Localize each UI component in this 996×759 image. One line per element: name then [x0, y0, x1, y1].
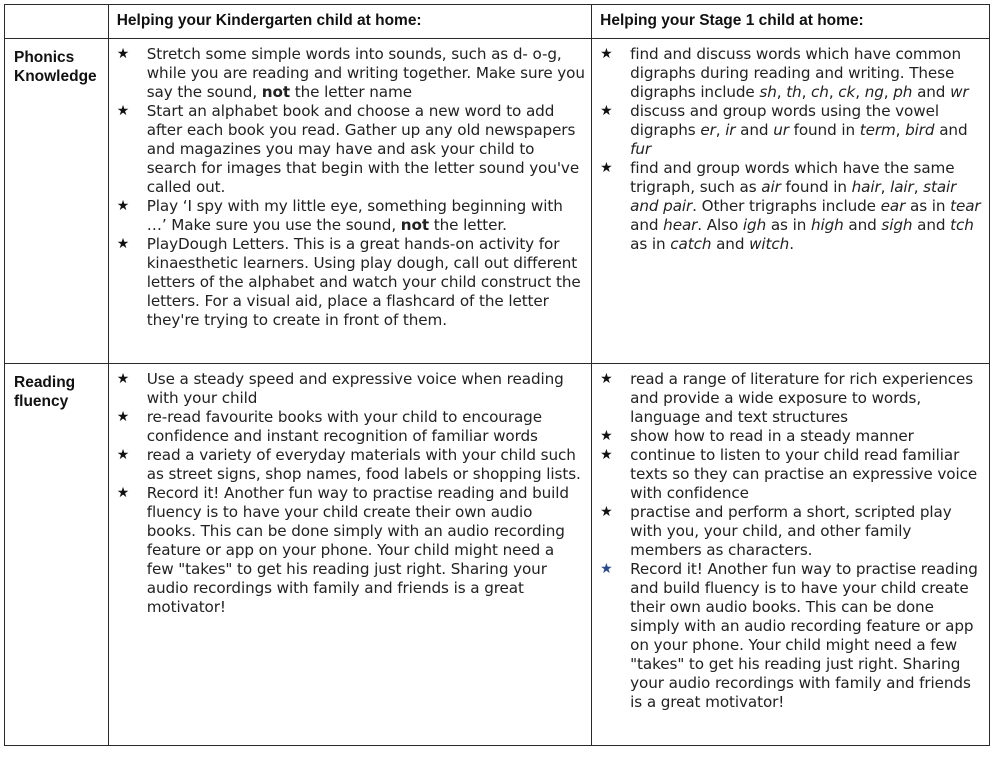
emphasis-text: ch	[811, 83, 829, 101]
row-title-line: fluency	[14, 393, 69, 410]
text-run: .	[789, 235, 794, 253]
star-icon: ★	[600, 428, 613, 444]
emphasis-text: catch	[670, 235, 712, 253]
star-icon: ★	[600, 561, 613, 577]
bullet-text: Record it! Another fun way to practise reading and build fluency is to have your child create their own audio books. This can be done simply with an audio recording feature or app on your phone. Your child might need a few "takes" to get his reading just right. Sharing your audio recordings with family and friends is a great motivator!	[146, 484, 569, 616]
text-run: the letter name	[290, 83, 412, 101]
emphasis-text: fur	[630, 140, 652, 158]
header-row	[5, 5, 990, 39]
emphasis-text: stair and pair	[630, 178, 957, 215]
bullet-item	[600, 503, 983, 560]
row-title-line: Phonics	[14, 49, 75, 66]
star-icon: ★	[600, 447, 613, 463]
bullet-text: practise and perform a short, scripted play with you, your child, and other family members as characters.	[630, 503, 952, 559]
text-run: ,	[776, 83, 787, 101]
text-run: as in	[905, 197, 951, 215]
text-run: ,	[855, 83, 865, 101]
emphasis-text: ng	[864, 83, 884, 101]
emphasis-text: ur	[773, 121, 789, 139]
text-run: and	[630, 216, 664, 234]
emphasis-text: bird	[905, 121, 935, 139]
bold-text: not	[400, 216, 429, 234]
emphasis-text: term	[859, 121, 896, 139]
bullet-item	[117, 446, 585, 484]
text-run: ,	[880, 178, 891, 196]
bullet-item	[600, 102, 983, 159]
star-icon: ★	[116, 485, 130, 501]
text-run: . Also	[697, 216, 743, 234]
text-run: found in	[788, 121, 860, 139]
bullet-item	[600, 370, 983, 427]
emphasis-text: igh	[742, 216, 767, 234]
bullet-item	[117, 102, 585, 197]
emphasis-text: high	[810, 216, 844, 234]
bullet-text	[630, 45, 968, 101]
emphasis-text: sigh	[881, 216, 913, 234]
text-run: find and group words which have the same trigraph, such as	[630, 159, 955, 196]
bullet-item	[117, 484, 585, 617]
text-run: ,	[801, 83, 812, 101]
emphasis-text: ear	[880, 197, 906, 215]
emphasis-text: witch	[749, 235, 790, 253]
bullet-item	[117, 197, 585, 235]
star-icon: ★	[116, 198, 130, 214]
bullet-item	[117, 370, 585, 408]
emphasis-text: th	[786, 83, 802, 101]
emphasis-text: tch	[950, 216, 974, 234]
star-icon: ★	[116, 103, 130, 119]
bold-text: not	[261, 83, 290, 101]
row-title-phonics	[5, 39, 109, 364]
bullet-text: Use a steady speed and expressive voice when reading with your child	[146, 370, 564, 407]
bullet-text: read a range of literature for rich experiences and provide a wide exposure to words, language and text structures	[630, 370, 974, 426]
text-run: and	[843, 216, 882, 234]
text-run: . Other trigraphs include	[692, 197, 881, 215]
bullet-item	[600, 446, 983, 503]
text-run: and	[912, 216, 951, 234]
row-title-fluency	[5, 364, 109, 746]
bullet-text: re-read favourite books with your child to encourage confidence and instant recognition of familiar words	[146, 408, 542, 445]
emphasis-text: ck	[838, 83, 856, 101]
emphasis-text: wr	[950, 83, 969, 101]
stage1-header: Helping your Stage 1 child at home:	[592, 5, 990, 39]
help-table	[4, 4, 990, 746]
bullet-text: Start an alphabet book and choose a new word to add after each book you read. Gather up any old newspapers and magazines you may have and ask your child to search for images that begin with the letter sound you've called out.	[146, 102, 580, 196]
bullet-item	[117, 45, 585, 102]
emphasis-text: air	[761, 178, 781, 196]
fluency-stage1-cell	[592, 364, 990, 746]
star-icon: ★	[116, 46, 130, 62]
star-icon: ★	[116, 371, 130, 387]
bullet-list	[592, 364, 989, 718]
fluency-kindergarten-cell	[108, 364, 591, 746]
bullet-text: Record it! Another fun way to practise reading and build fluency is to have your child create their own audio books. This can be done simply with an audio recording feature or app on your phone. Your child might need a few "takes" to get his reading just right. Sharing your audio recordings with family and friends is a great motivator!	[630, 560, 978, 711]
text-run: discuss and group words using the vowel digraphs	[630, 102, 939, 139]
emphasis-text: ir	[725, 121, 736, 139]
bullet-item	[117, 235, 585, 330]
star-icon: ★	[600, 160, 613, 176]
phonics-kindergarten-cell	[108, 39, 591, 364]
emphasis-text: ph	[893, 83, 913, 101]
text-run: ,	[715, 121, 726, 139]
bullet-item	[600, 45, 983, 102]
text-run: as in	[630, 235, 671, 253]
bullet-item	[117, 408, 585, 446]
text-run: the letter.	[429, 216, 507, 234]
star-icon: ★	[116, 236, 130, 252]
text-run: as in	[766, 216, 811, 234]
bullet-list	[109, 39, 591, 336]
text-run: ,	[895, 121, 906, 139]
text-run: and	[934, 121, 968, 139]
bullet-item	[600, 159, 983, 254]
emphasis-text: tear	[950, 197, 981, 215]
phonics-row	[5, 39, 990, 364]
corner-cell	[5, 5, 109, 39]
bullet-text	[147, 45, 585, 101]
bullet-text	[630, 159, 980, 253]
text-run: and	[711, 235, 750, 253]
row-title-line: Knowledge	[14, 68, 97, 85]
text-run: and	[912, 83, 951, 101]
bullet-item	[600, 560, 983, 712]
text-run: and	[735, 121, 774, 139]
star-icon: ★	[116, 447, 130, 463]
star-icon: ★	[600, 103, 613, 119]
emphasis-text: lair	[890, 178, 914, 196]
star-icon: ★	[600, 371, 613, 387]
text-run: ,	[913, 178, 924, 196]
bullet-list	[592, 39, 989, 260]
bullet-item	[600, 427, 983, 446]
text-run: found in	[780, 178, 852, 196]
emphasis-text: sh	[759, 83, 777, 101]
text-run: Stretch some simple words into sounds, such as d- o-g, while you are reading and writing together. Make sure you say the sound,	[146, 45, 585, 101]
star-icon: ★	[116, 409, 130, 425]
bullet-text	[630, 102, 967, 158]
star-icon: ★	[600, 504, 613, 520]
emphasis-text: hair	[851, 178, 881, 196]
text-run: ,	[883, 83, 894, 101]
kindergarten-header: Helping your Kindergarten child at home:	[108, 5, 591, 39]
bullet-text: read a variety of everyday materials with your child such as street signs, shop names, food labels or shopping lists.	[146, 446, 581, 483]
emphasis-text: hear	[663, 216, 698, 234]
star-icon: ★	[600, 46, 613, 62]
bullet-text: continue to listen to your child read familiar texts so they can practise an expressive voice with confidence	[630, 446, 978, 502]
bullet-text	[147, 197, 563, 234]
bullet-text: show how to read in a steady manner	[630, 427, 914, 445]
text-run: Play ‘I spy with my little eye, something beginning with …’ Make sure you use the sound,	[146, 197, 563, 234]
bullet-list	[109, 364, 591, 623]
emphasis-text: er	[700, 121, 716, 139]
fluency-row	[5, 364, 990, 746]
bullet-text: PlayDough Letters. This is a great hands-on activity for kinaesthetic learners. Using play dough, call out different letters of the alphabet and watch your child construct the letters. For a visual aid, place a flashcard of the letter they're trying to create in front of them.	[146, 235, 581, 329]
text-run: ,	[828, 83, 839, 101]
row-title-line: Reading	[14, 374, 76, 391]
phonics-stage1-cell	[592, 39, 990, 364]
text-run: find and discuss words which have common digraphs during reading and writing. These digraphs include	[630, 45, 962, 101]
